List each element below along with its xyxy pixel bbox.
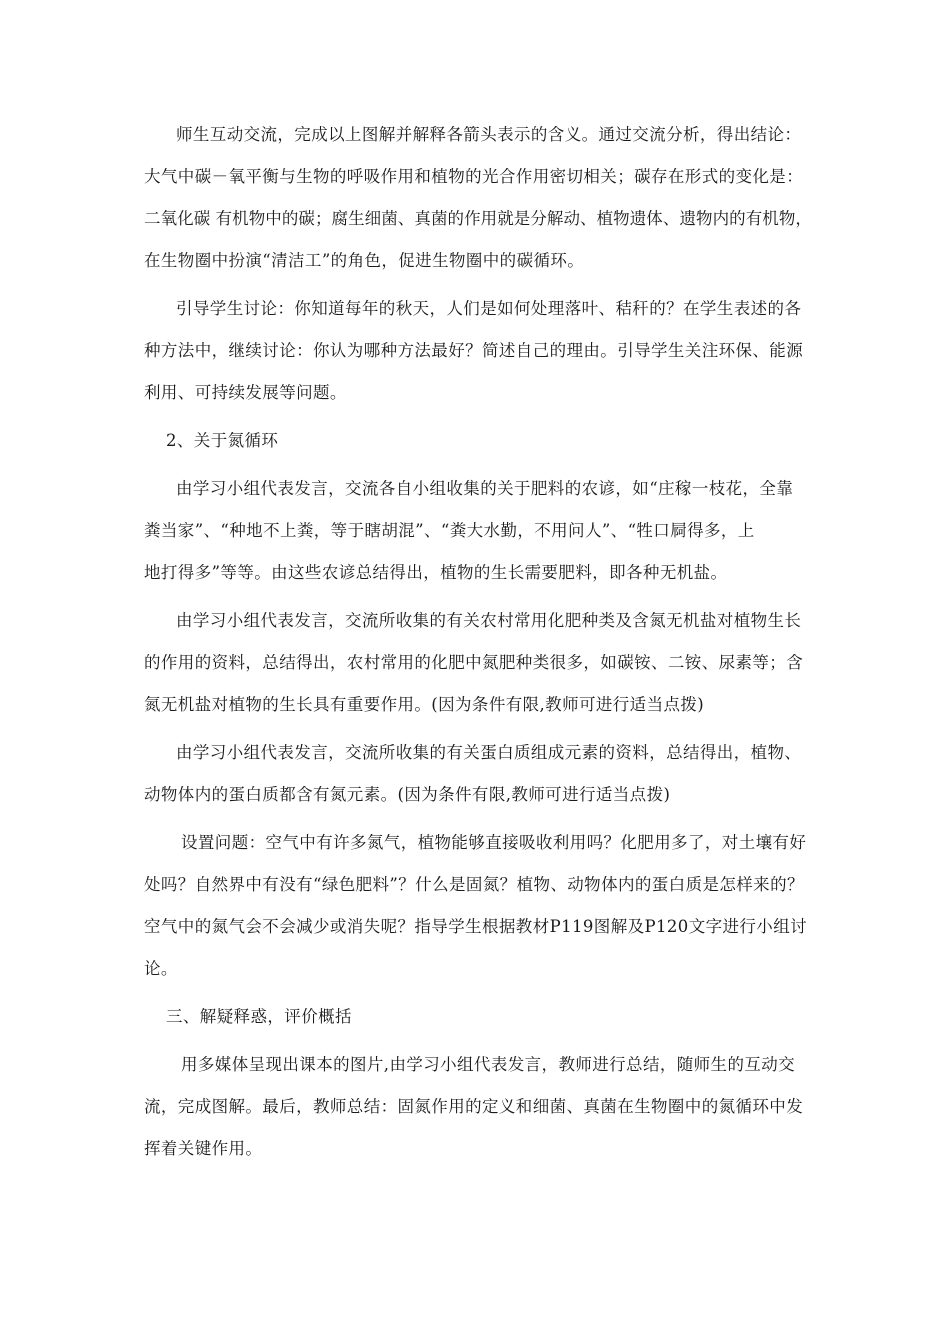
paragraph-1-line-1: 师生互动交流，完成以上图解并解释各箭头表示的含义。通过交流分析，得出结论： bbox=[176, 125, 802, 144]
paragraph-1-line-2: 大气中碳－氧平衡与生物的呼吸作用和植物的光合作用密切相关；碳存在形式的变化是： bbox=[144, 167, 804, 186]
paragraph-2-line-2: 种方法中，继续讨论：你认为哪种方法最好？简述自己的理由。引导学生关注环保、能源 bbox=[144, 341, 804, 360]
paragraph-9-line-3: 挥着关键作用。 bbox=[144, 1139, 263, 1158]
paragraph-4-line-2: 粪当家”、“种地不上粪，等于瞎胡混”、“粪大水勤，不用问人”、“牲口屙得多，上 bbox=[144, 521, 755, 540]
paragraph-7-line-2: 处吗？自然界中有没有“绿色肥料”？什么是固氮？植物、动物体内的蛋白质是怎样来的？ bbox=[144, 875, 804, 894]
paragraph-7-line-4: 论。 bbox=[144, 959, 178, 978]
paragraph-5-line-3: 氮无机盐对植物的生长具有重要作用。(因为条件有限,教师可进行适当点拨) bbox=[144, 695, 705, 714]
paragraph-9-line-1: 用多媒体呈现出课本的图片,由学习小组代表发言，教师进行总结，随师生的互动交 bbox=[181, 1055, 796, 1074]
paragraph-7-line-1: 设置问题：空气中有许多氮气，植物能够直接吸收利用吗？化肥用多了，对土壤有好 bbox=[181, 833, 807, 852]
paragraph-7-line-3: 空气中的氮气会不会减少或消失呢？指导学生根据教材P119图解及P120文字进行小组讨 bbox=[144, 917, 807, 936]
paragraph-6-line-1: 由学习小组代表发言，交流所收集的有关蛋白质组成元素的资料，总结得出，植物、 bbox=[176, 743, 802, 762]
paragraph-4-line-1: 由学习小组代表发言，交流各自小组收集的关于肥料的农谚，如“庄稼一枝花，全靠 bbox=[176, 479, 794, 498]
paragraph-5-line-1: 由学习小组代表发言，交流所收集的有关农村常用化肥种类及含氮无机盐对植物生长 bbox=[176, 611, 802, 630]
paragraph-5-line-2: 的作用的资料，总结得出，农村常用的化肥中氮肥种类很多，如碳铵、二铵、尿素等；含 bbox=[144, 653, 804, 672]
section-heading-resolve-doubts: 三、解疑释惑，评价概括 bbox=[166, 1007, 352, 1026]
paragraph-1-line-3: 二氧化碳 有机物中的碳；腐生细菌、真菌的作用就是分解动、植物遗体、遗物内的有机物， bbox=[144, 209, 812, 228]
paragraph-6-line-2: 动物体内的蛋白质都含有氮元素。(因为条件有限,教师可进行适当点拨) bbox=[144, 785, 671, 804]
paragraph-2-line-1: 引导学生讨论：你知道每年的秋天，人们是如何处理落叶、秸秆的？在学生表述的各 bbox=[176, 299, 802, 318]
paragraph-2-line-3: 利用、可持续发展等问题。 bbox=[144, 383, 347, 402]
paragraph-1-line-4: 在生物圈中扮演“清洁工”的角色，促进生物圈中的碳循环。 bbox=[144, 251, 585, 270]
section-heading-nitrogen-cycle: 2、关于氮循环 bbox=[166, 431, 279, 450]
paragraph-4-line-3: 地打得多”等等。由这些农谚总结得出，植物的生长需要肥料，即各种无机盐。 bbox=[144, 563, 728, 582]
paragraph-9-line-2: 流，完成图解。最后，教师总结：固氮作用的定义和细菌、真菌在生物圈中的氮循环中发 bbox=[144, 1097, 804, 1116]
